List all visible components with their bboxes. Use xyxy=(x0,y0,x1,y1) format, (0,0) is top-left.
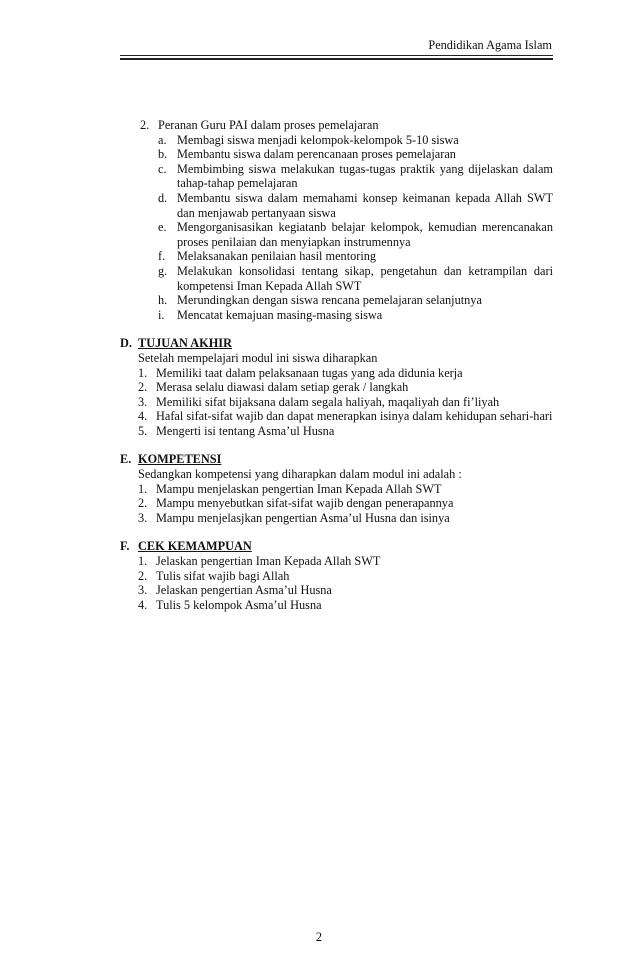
list-number: 2. xyxy=(138,380,148,395)
list-text: Peranan Guru PAI dalam proses pemelajaran xyxy=(158,118,379,132)
list-item xyxy=(120,249,553,264)
list-item xyxy=(120,569,553,584)
list-text: Membantu siswa dalam perencanaan proses pemelajaran xyxy=(177,147,456,162)
list-number: c. xyxy=(158,161,167,176)
list-text: Melaksanakan penilaian hasil mentoring xyxy=(177,249,377,264)
list-item xyxy=(120,496,553,511)
list-text: Mencatat kemajuan masing-masing siswa xyxy=(177,307,383,322)
list-text: Membantu siswa dalam memahami konsep keimanan kepada Allah SWT dan menjawab pertanyaan siswa xyxy=(177,190,553,220)
list-number: 5. xyxy=(138,423,148,438)
list-number: 1. xyxy=(138,481,148,496)
list-item xyxy=(120,554,553,569)
section-intro: Setelah mempelajari modul ini siswa diharapkan xyxy=(138,350,378,365)
list-item xyxy=(120,395,553,410)
list-item xyxy=(120,133,553,148)
list-text: Merundingkan dengan siswa rencana pemelajaran selanjutnya xyxy=(177,293,482,308)
list-number: 4. xyxy=(138,409,148,424)
list-text: Memiliki sifat bijaksana dalam segala haliyah, maqaliyah dan fi’liyah xyxy=(156,394,500,409)
list-item xyxy=(120,583,553,598)
list-text: Tulis sifat wajib bagi Allah xyxy=(156,568,290,583)
list-number: 3. xyxy=(138,510,148,525)
list-number: g. xyxy=(158,263,168,278)
list-item xyxy=(120,293,553,308)
list-number: e. xyxy=(158,220,167,235)
list-number: 2. xyxy=(140,118,150,132)
list-item xyxy=(120,598,553,613)
list-item xyxy=(120,220,553,249)
list-number: 2. xyxy=(138,568,148,583)
list-number: 3. xyxy=(138,394,148,409)
list-text: Mampu menyebutkan sifat-sifat wajib dengan penerapannya xyxy=(156,496,454,511)
list-text: Memiliki taat dalam pelaksanaan tugas yang ada didunia kerja xyxy=(156,365,463,380)
list-number: 4. xyxy=(138,597,148,612)
section-letter: D. xyxy=(120,336,132,351)
list-item xyxy=(120,147,553,162)
list-item xyxy=(120,482,553,497)
header-rule-thick xyxy=(120,58,553,60)
list-text: Mampu menjelaskan pengertian Iman Kepada Allah SWT xyxy=(156,481,442,496)
list-item xyxy=(120,409,553,424)
section-heading-kompetensi xyxy=(120,452,553,467)
list-text: Jelaskan pengertian Asma’ul Husna xyxy=(156,583,332,598)
section-letter: E. xyxy=(120,452,132,467)
list-item xyxy=(120,308,553,323)
page-body xyxy=(120,118,553,612)
page-number: 2 xyxy=(315,930,323,944)
list-text: Membagi siswa menjadi kelompok-kelompok 5-10 siswa xyxy=(177,132,459,147)
list-text: Merasa selalu diawasi dalam setiap gerak / langkah xyxy=(156,380,409,395)
list-number: b. xyxy=(158,147,168,162)
list-item xyxy=(120,162,553,191)
list-item xyxy=(120,366,553,381)
list-item xyxy=(120,380,553,395)
list-text: Jelaskan pengertian Iman Kepada Allah SWT xyxy=(156,554,381,569)
list-number: d. xyxy=(158,190,168,205)
list-text: Mengerti isi tentang Asma’ul Husna xyxy=(156,423,335,438)
running-header: Pendidikan Agama Islam xyxy=(428,38,552,52)
list-text: Membimbing siswa melakukan tugas-tugas praktik yang dijelaskan dalam tahap-tahap pemelajaran xyxy=(177,161,553,191)
list-number: 3. xyxy=(138,583,148,598)
list-text: Melakukan konsolidasi tentang sikap, pengetahun dan ketrampilan dari kompetensi Iman Kepada Allah SWT xyxy=(177,263,553,293)
section-intro: Sedangkan kompetensi yang diharapkan dalam modul ini adalah : xyxy=(138,467,462,482)
list-text: Hafal sifat-sifat wajib dan dapat menerapkan isinya dalam kehidupan sehari-hari xyxy=(156,409,553,424)
list-text: Tulis 5 kelompok Asma’ul Husna xyxy=(156,597,322,612)
list-item xyxy=(120,424,553,439)
list-number: 1. xyxy=(138,554,148,569)
section-title: KOMPETENSI xyxy=(138,452,222,467)
list-number: a. xyxy=(158,132,167,147)
list-number: h. xyxy=(158,293,168,308)
section-heading-tujuan-akhir xyxy=(120,336,553,351)
section-title: TUJUAN AKHIR xyxy=(138,336,232,351)
list-number: 1. xyxy=(138,365,148,380)
list-number: i. xyxy=(158,307,165,322)
list-text: Mengorganisasikan kegiatanb belajar kelompok, kemudian merencanakan proses penilaian dan menyiapkan instrumennya xyxy=(177,220,553,249)
list-item xyxy=(120,118,553,133)
list-item xyxy=(120,511,553,526)
section-heading-cek-kemampuan xyxy=(120,539,553,554)
section-letter: F. xyxy=(120,539,130,554)
list-item xyxy=(120,191,553,220)
list-item xyxy=(120,264,553,293)
section-title: CEK KEMAMPUAN xyxy=(138,539,252,554)
list-number: 2. xyxy=(138,496,148,511)
header-rule-thin xyxy=(120,55,553,56)
list-text: Mampu menjelasjkan pengertian Asma’ul Husna dan isinya xyxy=(156,510,450,525)
list-number: f. xyxy=(158,249,166,264)
